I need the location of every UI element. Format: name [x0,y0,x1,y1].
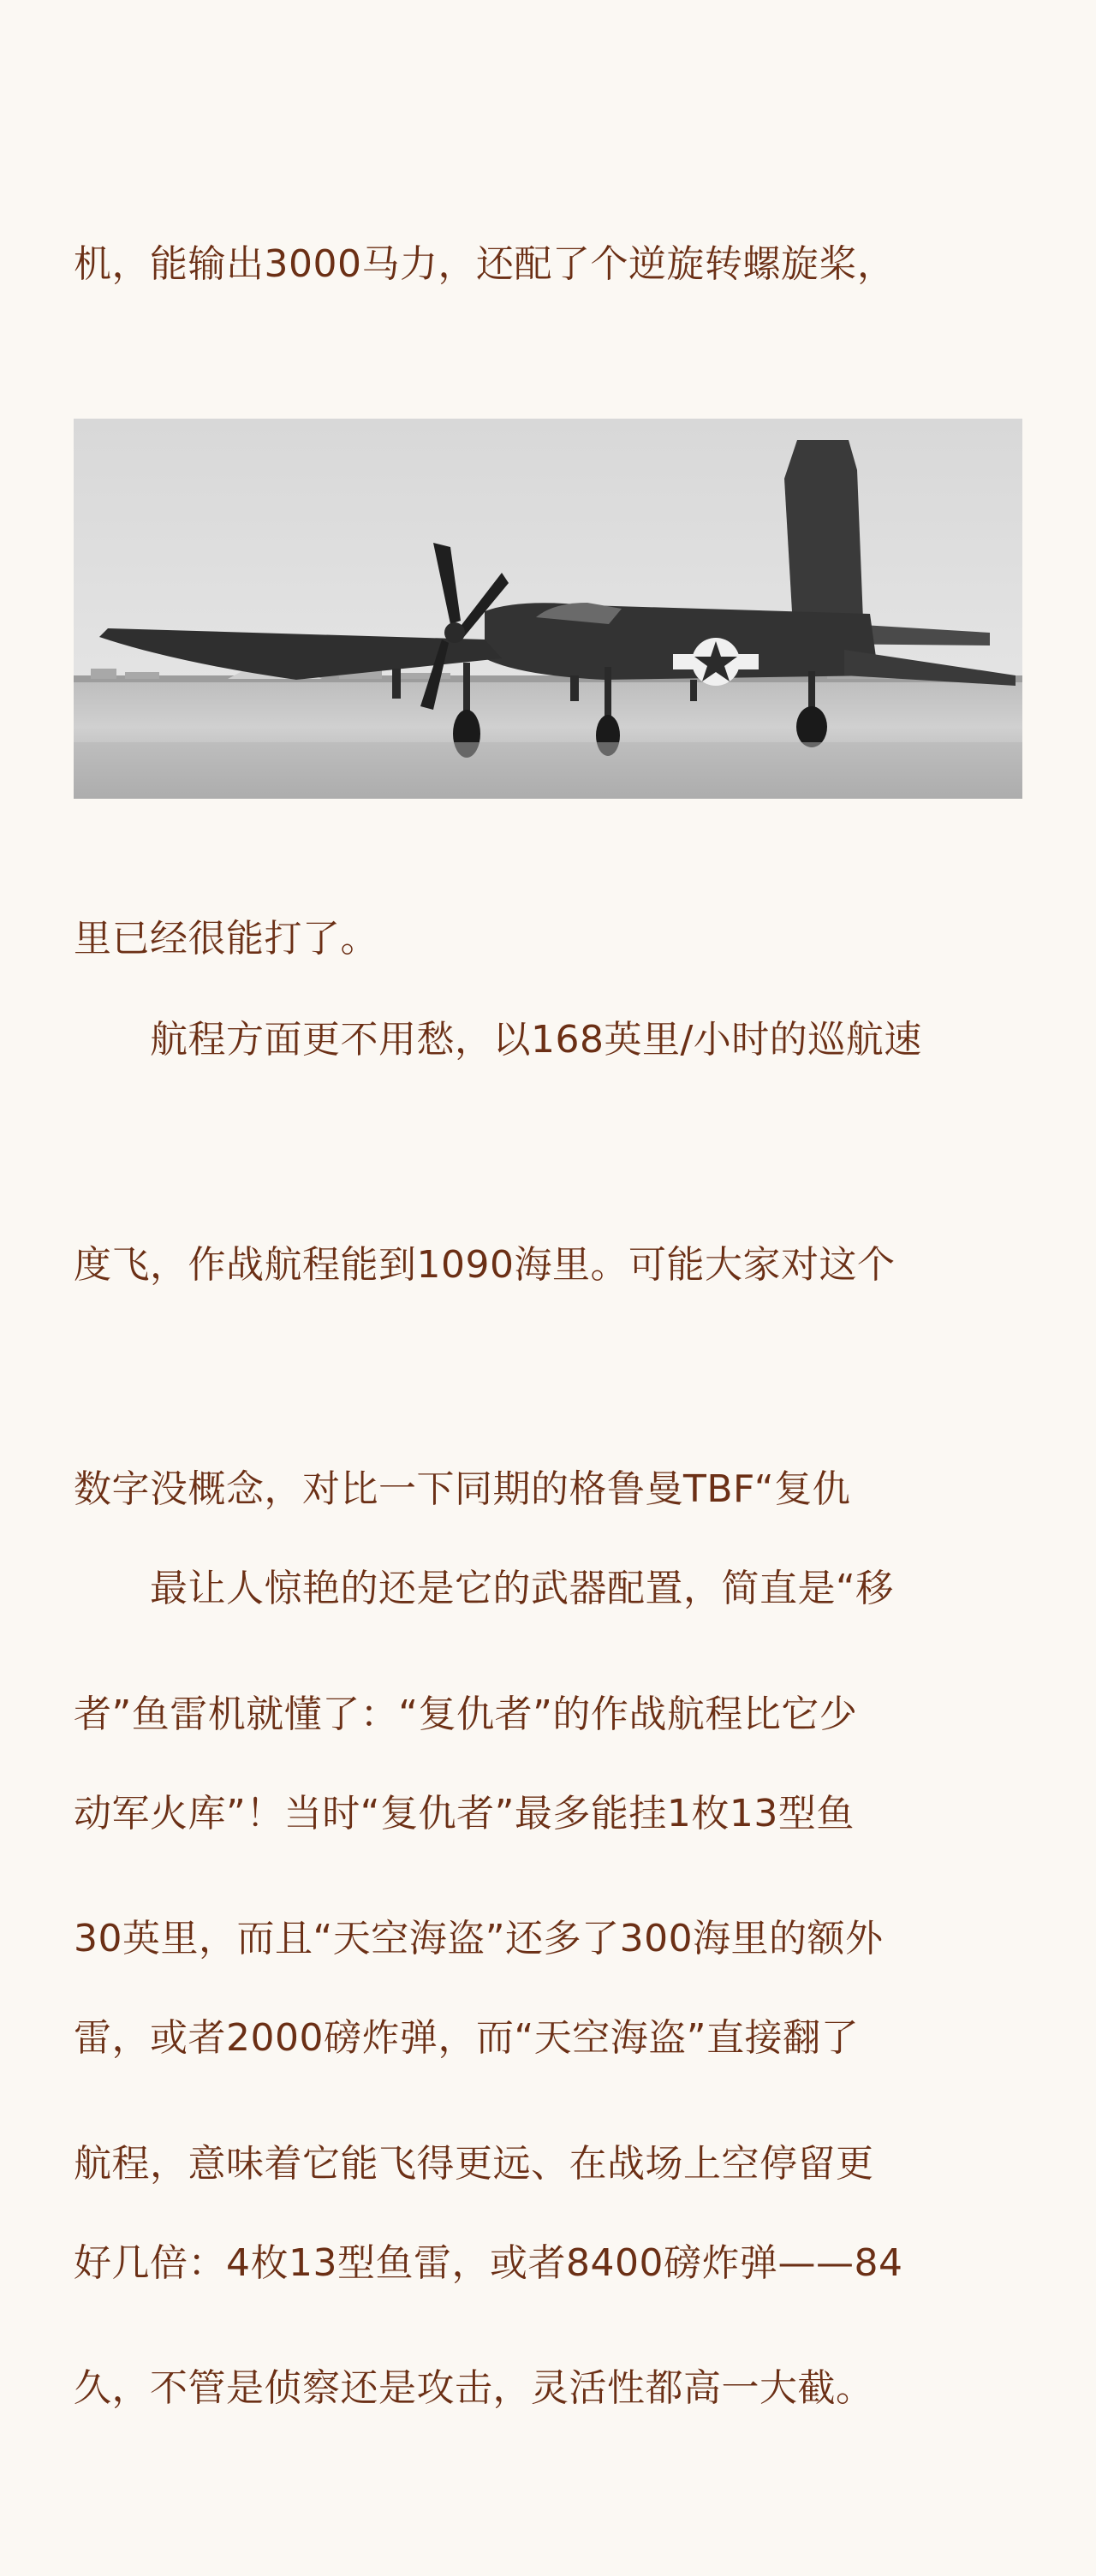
text-line: 里已经很能打了。 [74,916,378,961]
propeller-hub [444,622,465,643]
text-line: 最让人惊艳的还是它的武器配置，简直是“移 [74,1567,894,1610]
text-line: 动军火库”！当时“复仇者”最多能挂1枚13型鱼 [74,1791,855,1835]
aircraft-photo [74,419,1022,799]
text-line: 航程，意味着它能飞得更远、在战场上空停留更 [74,2141,874,2186]
tarmac-foreground [74,742,1022,799]
text-line: 者”鱼雷机就懂了：“复仇者”的作战航程比它少 [74,1692,858,1736]
text-line: 久，不管是侦察还是攻击，灵活性都高一大截。 [74,2366,874,2410]
text-line: 度飞，作战航程能到1090海里。可能大家对这个 [74,1242,896,1287]
text-line: 机，能输出3000马力，还配了个逆旋转螺旋桨， [74,242,896,286]
text-line: 好几倍：4枚13型鱼雷，或者8400磅炸弹——84 [74,2240,903,2285]
text-line: 30英里，而且“天空海盗”还多了300海里的额外 [74,1917,884,1960]
text-line: 雷，或者2000磅炸弹，而“天空海盗”直接翻了 [74,2016,860,2060]
tail-fin [784,440,863,627]
paragraph-3 [74,1401,902,2450]
text-line: 航程方面更不用愁，以168英里/小时的巡航速 [74,1018,922,1062]
text-line: 数字没概念，对比一下同期的格鲁曼TBF“复仇 [74,1467,851,1511]
aircraft-photo-illustration [74,419,1022,799]
